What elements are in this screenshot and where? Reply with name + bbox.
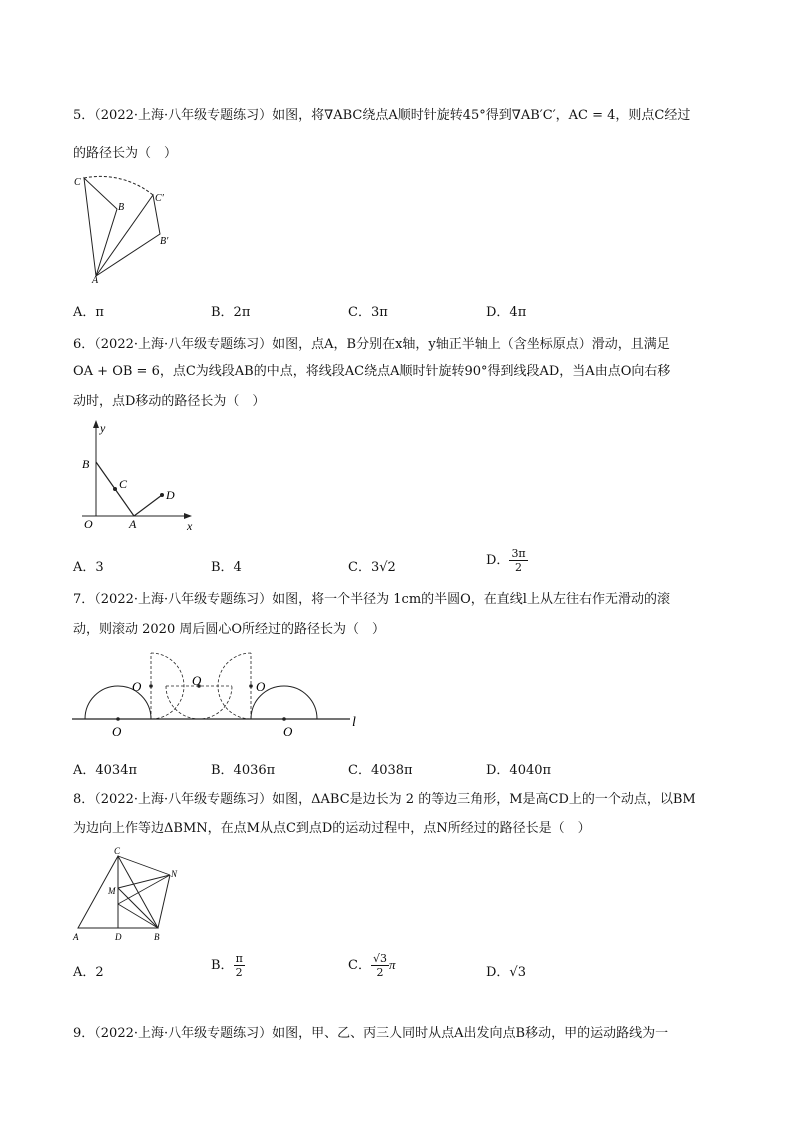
q8-option-c-suffix: π — [388, 957, 396, 972]
q6-source: （2022·上海·八年级专题练习） — [94, 337, 273, 352]
q8-option-c-denominator: 2 — [376, 966, 384, 979]
q5-option-a[interactable]: A．π — [73, 305, 104, 320]
q5-option-c[interactable]: C．3π — [348, 305, 388, 320]
q9-line1 — [73, 1025, 668, 1043]
q6-text-1: 如图，点A，B分别在x轴，y轴正半轴上（含坐标原点）滑动，且满足 — [272, 337, 670, 352]
q7-text-1: 如图，将一个半径为 1cm的半圆O，在直线l上从左往右作无滑动的滚 — [272, 592, 670, 607]
q6-option-d-denominator: 2 — [515, 561, 523, 574]
q8-label-c: C — [114, 846, 121, 856]
q8-source: （2022·上海·八年级专题练习） — [94, 792, 273, 807]
q5-line1 — [73, 107, 690, 125]
q6-line1 — [73, 336, 670, 354]
q8-option-b[interactable] — [211, 952, 245, 979]
q6-option-c[interactable]: C．3√2 — [348, 560, 396, 575]
q7-label-l: l — [352, 715, 356, 730]
q8-label-d: D — [115, 932, 122, 942]
q6-option-a[interactable]: A．3 — [73, 560, 104, 575]
q7-source: （2022·上海·八年级专题练习） — [94, 592, 273, 607]
q8-label-a: A — [73, 932, 79, 942]
q6-number: 6． — [73, 337, 95, 352]
q7-number: 7． — [73, 592, 95, 607]
q6-line3: 动时，点D移动的路径长为（ ） — [73, 394, 266, 409]
q5-label-c-prime: C′ — [155, 193, 164, 204]
q7-option-a[interactable]: A．4034π — [73, 763, 138, 778]
q7-line2: 动，则滚动 2020 周后圆心O所经过的路径长为（ ） — [73, 622, 386, 637]
q7-label-o-5: O — [283, 724, 293, 739]
q6-label-x: x — [187, 519, 193, 533]
q6-label-d: D — [166, 488, 175, 502]
q6-figure — [72, 418, 212, 533]
q6-label-o: O — [84, 517, 93, 531]
q5-label-b-prime: B′ — [160, 236, 169, 247]
q8-option-a[interactable]: A．2 — [73, 965, 104, 980]
q6-label-a: A — [129, 517, 137, 531]
q5-figure — [70, 168, 190, 286]
q8-option-c-numerator: √3 — [372, 952, 387, 965]
q8-option-b-label: B． — [211, 958, 234, 973]
q9-source: （2022·上海·八年级专题练习） — [94, 1026, 273, 1041]
q9-text-1: 如图，甲、乙、丙三人同时从点A出发向点B移动，甲的运动路线为一 — [272, 1026, 669, 1041]
q6-option-d-fraction — [509, 547, 527, 574]
q5-source: （2022·上海·八年级专题练习） — [94, 108, 273, 123]
q7-figure — [70, 648, 370, 743]
q8-label-m: M — [108, 886, 116, 896]
q7-option-c[interactable]: C．4038π — [348, 763, 413, 778]
q6-label-y: y — [100, 421, 106, 435]
q5-text-1: 如图，将∇ABC绕点A顺时针旋转45°得到∇AB′C′，AC = 4，则点C经过 — [272, 108, 691, 123]
q5-line2: 的路径长为（ ） — [73, 146, 178, 161]
q5-label-a: A — [92, 275, 99, 286]
q8-option-b-denominator: 2 — [235, 966, 243, 979]
q6-label-c: C — [119, 477, 128, 491]
q6-line2: OA + OB = 6，点C为线段AB的中点，将线段AC绕点A顺时针旋转90°得到线段AD，当A由点O向右移 — [73, 364, 671, 379]
q8-label-n: N — [171, 869, 178, 879]
q7-line1 — [73, 591, 670, 609]
q5-number: 5． — [73, 108, 95, 123]
q8-option-b-numerator: π — [235, 952, 243, 965]
q7-label-o-3: O — [256, 679, 266, 694]
q8-text-1: 如图，ΔABC是边长为 2 的等边三角形，M是高CD上的一个动点，以BM — [272, 792, 696, 807]
q5-label-c: C — [74, 177, 81, 188]
q8-option-d[interactable]: D．√3 — [486, 965, 526, 980]
q8-figure — [70, 846, 190, 946]
q8-option-c-label: C． — [348, 958, 371, 973]
q6-option-d-label: D． — [486, 553, 510, 568]
q6-option-d-numerator: 3π — [511, 547, 526, 560]
q8-line2: 为边向上作等边ΔBMN，在点M从点C到点D的运动过程中，点N所经过的路径长是（ ） — [73, 821, 591, 836]
q8-option-b-fraction — [234, 952, 245, 979]
q5-label-b: B — [118, 202, 125, 213]
q7-option-d[interactable]: D．4040π — [486, 763, 552, 778]
q6-option-b[interactable]: B．4 — [211, 560, 242, 575]
q7-option-b[interactable]: B．4036π — [211, 763, 276, 778]
q6-option-d[interactable] — [486, 547, 528, 574]
q6-label-b: B — [82, 457, 90, 471]
q5-option-d[interactable]: D．4π — [486, 305, 527, 320]
q7-label-o-2: O — [192, 673, 202, 688]
q7-label-o-1: O — [132, 679, 142, 694]
q8-line1 — [73, 791, 696, 809]
q8-number: 8． — [73, 792, 95, 807]
q8-option-c[interactable] — [348, 952, 395, 979]
q8-option-c-fraction — [371, 952, 389, 979]
q8-label-b: B — [154, 932, 160, 942]
q7-label-o-4: O — [112, 724, 122, 739]
q5-option-b[interactable]: B．2π — [211, 305, 251, 320]
q9-number: 9． — [73, 1026, 95, 1041]
